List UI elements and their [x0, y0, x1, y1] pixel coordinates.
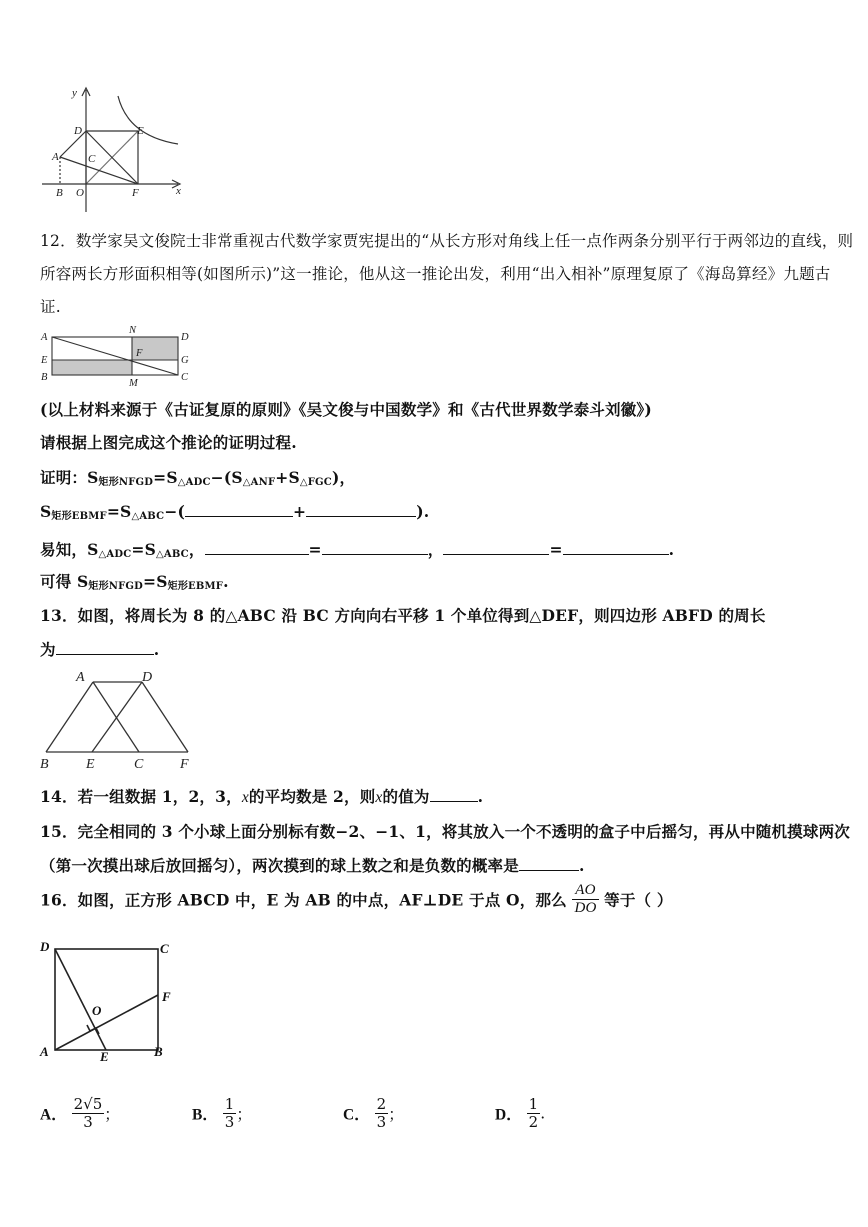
fig11-label-x: x — [176, 185, 181, 197]
fig13-label-b: B — [40, 757, 49, 772]
proof3-comma: ， — [188, 540, 205, 559]
proof3-blank-3[interactable] — [443, 540, 549, 555]
fig16-label-c: C — [160, 941, 169, 956]
fig12-label-f: F — [136, 348, 143, 359]
fig11-label-a: A — [52, 151, 59, 163]
q13-prefix: 为 — [40, 640, 56, 659]
proof2-sub1: 矩形EBMF — [51, 511, 107, 522]
option-b-den: 3 — [224, 1113, 235, 1131]
fig16-label-f: F — [162, 989, 171, 1004]
proof1-mid2: −(S — [210, 468, 243, 487]
option-b-fraction — [223, 1096, 237, 1131]
proof1-sub1: 矩形NFGD — [98, 477, 154, 488]
q15-line-1: 15．完全相同的 3 个小球上面分别标有数−2、−1、1，将其放入一个不透明的盒子中后摇匀，再从中随机摸球两次 — [40, 822, 850, 841]
fig11-label-y: y — [72, 87, 77, 99]
q12-proof-line-1 — [40, 466, 355, 488]
q15-end: . — [578, 856, 585, 875]
option-b-label: B． — [192, 1106, 218, 1124]
proof1-sub4: △FGC — [299, 477, 332, 488]
fig12-label-a: A — [41, 332, 48, 343]
option-c-label: C． — [343, 1106, 370, 1124]
proof1-prefix: 证明：S — [40, 468, 99, 487]
proof2-plus: + — [293, 502, 307, 521]
q16-frac-num: AO — [572, 882, 598, 900]
q14-text-c: 的值为 — [382, 787, 430, 806]
proof3-sub1: △ADC — [98, 549, 132, 560]
q16-fraction — [572, 882, 598, 917]
proof3-comma2: ， — [427, 540, 444, 559]
q12-proof-line-3 — [40, 538, 674, 560]
proof4-end: . — [223, 572, 229, 591]
q12-source: (以上材料来源于《古证复原的原则》《吴文俊与中国数学》和《古代世界数学泰斗刘徽》) — [40, 400, 652, 419]
q16-frac-den: DO — [574, 900, 597, 916]
fig11-label-b: B — [56, 187, 63, 199]
fig11-label-e: E — [137, 125, 144, 137]
option-b-end: ； — [236, 1105, 252, 1124]
q12-proof-line-2 — [40, 502, 429, 522]
fig13-label-c: C — [134, 757, 144, 772]
proof2-blank-1[interactable] — [185, 502, 293, 517]
fig11-label-d: D — [74, 125, 82, 137]
proof1-sub3: △ANF — [242, 477, 276, 488]
q12-line-1: 12．数学家吴文俊院士非常重视古代数学家贾宪提出的“从长方形对角线上任一点作两条分别平行于两邻边的直线，则 — [40, 232, 854, 250]
figure-q13-triangles — [36, 668, 204, 772]
q16-option-d[interactable] — [495, 1096, 545, 1131]
option-a-label: A． — [40, 1106, 67, 1124]
option-c-end: ； — [388, 1105, 404, 1124]
option-a-num: 2√5 — [73, 1095, 103, 1113]
fig16-label-o: O — [92, 1003, 102, 1018]
proof3-prefix: 易知，S — [40, 540, 99, 559]
proof3-eq1: = — [308, 540, 322, 559]
option-c-den: 3 — [376, 1113, 387, 1131]
option-c-fraction — [375, 1096, 389, 1131]
q16-option-a[interactable] — [40, 1096, 120, 1131]
q14-end: . — [477, 787, 484, 806]
q14-answer-blank[interactable] — [430, 787, 478, 802]
proof2-sub2: △ABC — [131, 511, 165, 522]
fig12-label-m: M — [129, 378, 138, 387]
fig16-label-d: D — [40, 939, 50, 954]
proof4-sub2: 矩形EBMF — [167, 581, 224, 592]
proof4-sub1: 矩形NFGD — [88, 581, 144, 592]
q16-line — [40, 882, 673, 917]
q14-text-a: 14．若一组数据 1，2，3， — [40, 787, 242, 806]
q13-end: . — [153, 640, 160, 659]
figure-q11 — [38, 84, 188, 216]
q16-option-c[interactable] — [343, 1096, 404, 1131]
q16-option-b[interactable] — [192, 1096, 252, 1131]
proof3-blank-4[interactable] — [563, 540, 669, 555]
q14-var-x: x — [241, 789, 249, 806]
option-d-den: 2 — [528, 1113, 539, 1131]
option-a-end: ； — [104, 1105, 120, 1124]
proof1-end: )， — [331, 468, 356, 487]
proof1-sub2: △ADC — [177, 477, 211, 488]
q12-line-2: 所容两长方形面积相等(如图所示)”这一推论，他从这一推论出发，利用“出入相补”原理复原了《海岛算经》九题古 — [40, 265, 831, 283]
q14-var-x2: x — [375, 789, 383, 806]
q13-answer-blank[interactable] — [56, 640, 154, 655]
fig13-label-a: A — [76, 670, 85, 685]
proof2-mid2: −( — [164, 502, 186, 521]
fig13-label-f: F — [180, 757, 189, 772]
proof2-prefix: S — [40, 502, 52, 521]
fig16-label-e: E — [100, 1049, 109, 1064]
option-d-end: . — [540, 1104, 546, 1123]
fig12-label-e: E — [41, 355, 48, 366]
proof3-eq2: = — [549, 540, 563, 559]
q12-proof-line-4 — [40, 570, 229, 592]
option-c-num: 2 — [376, 1095, 387, 1113]
proof2-blank-2[interactable] — [306, 502, 416, 517]
q16-text-end: 等于（ ） — [604, 890, 673, 910]
fig12-label-d: D — [181, 332, 189, 343]
option-b-num: 1 — [224, 1095, 235, 1113]
q14-line — [40, 785, 483, 807]
proof1-mid: =S — [153, 468, 178, 487]
fig12-label-b: B — [41, 372, 48, 383]
proof3-end: . — [668, 540, 675, 559]
q15-line-2 — [40, 854, 585, 876]
fig12-label-g: G — [181, 355, 189, 366]
option-d-fraction — [527, 1096, 541, 1131]
q12-instruction: 请根据上图完成这个推论的证明过程. — [40, 433, 297, 452]
fig12-label-c: C — [181, 372, 189, 383]
fig12-label-n: N — [129, 325, 137, 336]
q13-line-1: 13．如图，将周长为 8 的△ABC 沿 BC 方向向右平移 1 个单位得到△DEF，则四边形 ABFD 的周长 — [40, 606, 766, 625]
q16-text: 16．如图，正方形 ABCD 中，E 为 AB 的中点，AF⊥DE 于点 O，那么 — [40, 890, 567, 910]
option-a-den: 3 — [83, 1113, 93, 1131]
option-d-num: 1 — [528, 1095, 539, 1113]
proof2-end: ). — [416, 502, 430, 521]
option-a-fraction — [72, 1096, 105, 1131]
fig11-label-f: F — [132, 187, 139, 199]
proof3-mid: =S — [131, 540, 156, 559]
proof1-mid3: +S — [275, 468, 300, 487]
proof3-sub2: △ABC — [155, 549, 189, 560]
option-d-label: D． — [495, 1106, 522, 1124]
q14-text-b: 的平均数是 2，则 — [248, 787, 376, 806]
fig13-label-e: E — [86, 757, 95, 772]
fig11-label-c: C — [88, 153, 96, 165]
fig11-label-o: O — [76, 187, 84, 199]
fig13-label-d: D — [142, 670, 153, 685]
proof4-mid: =S — [143, 572, 168, 591]
q12-line-3: 证. — [40, 298, 61, 316]
figure-q12-rectangle — [38, 325, 198, 387]
q15-line-2-text: （第一次摸出球后放回摇匀），两次摸到的球上数之和是负数的概率是 — [40, 856, 519, 875]
figure-q16-square — [36, 935, 180, 1065]
proof4-prefix: 可得 S — [40, 572, 89, 591]
q13-line-2 — [40, 638, 159, 660]
fig16-label-a: A — [40, 1044, 49, 1059]
proof3-blank-2[interactable] — [322, 540, 428, 555]
fig16-label-b: B — [154, 1044, 163, 1059]
proof3-blank-1[interactable] — [205, 540, 309, 555]
q15-answer-blank[interactable] — [519, 856, 579, 871]
proof2-mid: =S — [106, 502, 132, 521]
